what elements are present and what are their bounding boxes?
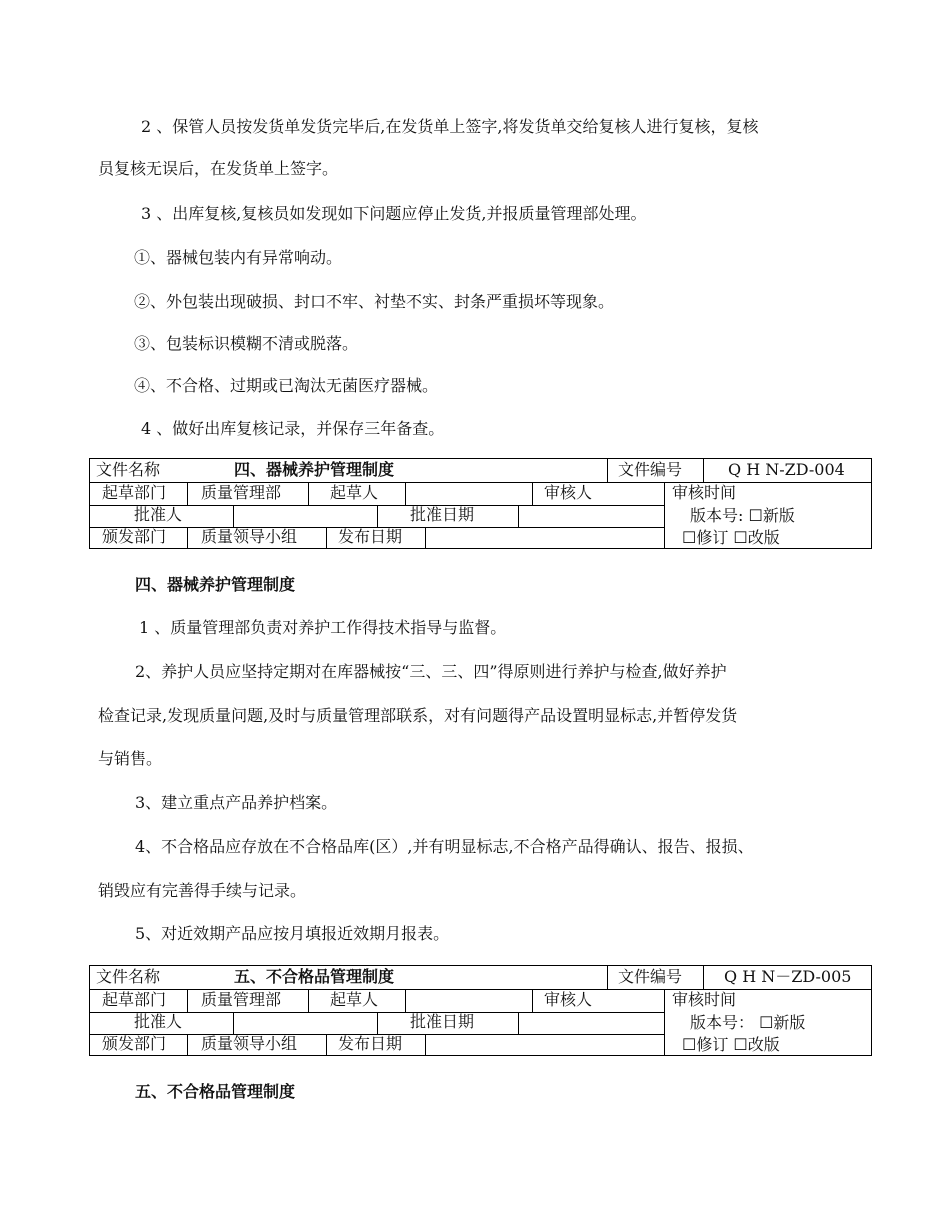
document-control-table-1 xyxy=(89,458,872,549)
drafter-dept-value: 质量管理部 xyxy=(201,483,282,502)
list-item: ③、包装标识模糊不清或脱落。 xyxy=(134,334,359,353)
issue-dept-label: 颁发部门 xyxy=(102,527,167,546)
issue-dept-label: 颁发部门 xyxy=(102,1034,167,1053)
doc-no-label: 文件编号 xyxy=(618,460,683,479)
doc-no-value: Q H N-ZD-004 xyxy=(728,460,845,479)
doc-name-value: 五、不合格品管理制度 xyxy=(234,967,395,986)
document-control-table-2 xyxy=(89,965,872,1056)
approver-label: 批准人 xyxy=(134,1012,183,1031)
doc-name-value: 四、器械养护管理制度 xyxy=(234,460,395,479)
reviewer-label: 审核人 xyxy=(544,990,593,1009)
reviewer-label: 审核人 xyxy=(544,483,593,502)
drafter-dept-value: 质量管理部 xyxy=(201,990,282,1009)
paragraph-3: 3 、出库复核,复核员如发现如下问题应停止发货,并报质量管理部处理。 xyxy=(141,204,647,223)
doc-no-value: Q H N－ZD-005 xyxy=(724,967,852,986)
section-5-title: 五、不合格品管理制度 xyxy=(135,1082,296,1101)
list-item: ②、外包装出现破损、封口不牢、衬垫不实、封条严重损坏等现象。 xyxy=(134,292,615,311)
doc-name-label: 文件名称 xyxy=(96,460,161,479)
review-time-label: 审核时间 xyxy=(672,990,737,1009)
drafter-label: 起草人 xyxy=(330,990,379,1009)
section-4-title: 四、器械养护管理制度 xyxy=(135,575,296,594)
drafter-label: 起草人 xyxy=(330,483,379,502)
paragraph-2-line-1: 2 、保管人员按发货单发货完毕后,在发货单上签字,将发货单交给复核人进行复核，复核 xyxy=(141,117,759,136)
version-options: ☐修订 ☐改版 xyxy=(682,1035,780,1054)
review-time-label: 审核时间 xyxy=(672,483,737,502)
version-label: 版本号: ☐新版 xyxy=(690,506,795,525)
version-options: ☐修订 ☐改版 xyxy=(682,528,780,547)
list-item: ①、器械包装内有异常响动。 xyxy=(134,248,343,267)
issue-dept-value: 质量领导小组 xyxy=(201,527,298,546)
paragraph-4: 4 、做好出库复核记录，并保存三年备查。 xyxy=(141,419,445,438)
section-4-paragraph-3: 3、建立重点产品养护档案。 xyxy=(135,793,338,812)
section-4-paragraph-2-line-2: 检查记录,发现质量问题,及时与质量管理部联系，对有问题得产品设置明显标志,并暂停发货 xyxy=(98,706,738,725)
approve-date-label: 批准日期 xyxy=(410,505,475,524)
paragraph-2-line-2: 员复核无误后，在发货单上签字。 xyxy=(98,159,339,178)
section-4-paragraph-4-line-2: 销毁应有完善得手续与记录。 xyxy=(98,881,307,900)
issue-date-label: 发布日期 xyxy=(338,1034,403,1053)
doc-no-label: 文件编号 xyxy=(618,967,683,986)
list-item: ④、不合格、过期或已淘汰无菌医疗器械。 xyxy=(134,376,439,395)
section-4-paragraph-4-line-1: 4、不合格品应存放在不合格品库(区）,并有明显标志,不合格产品得确认、报告、报损、 xyxy=(135,837,754,856)
version-label: 版本号： ☐新版 xyxy=(690,1013,806,1032)
issue-date-label: 发布日期 xyxy=(338,527,403,546)
approve-date-label: 批准日期 xyxy=(410,1012,475,1031)
section-4-paragraph-2-line-1: 2、养护人员应坚持定期对在库器械按“三、三、四”得原则进行养护与检查,做好养护 xyxy=(135,662,727,681)
doc-name-label: 文件名称 xyxy=(96,967,161,986)
drafter-dept-label: 起草部门 xyxy=(102,483,167,502)
drafter-dept-label: 起草部门 xyxy=(102,990,167,1009)
section-4-paragraph-1: 1 、质量管理部负责对养护工作得技术指导与监督。 xyxy=(139,618,507,637)
section-4-paragraph-2-line-3: 与销售。 xyxy=(98,749,163,768)
approver-label: 批准人 xyxy=(134,505,183,524)
section-4-paragraph-5: 5、对近效期产品应按月填报近效期月报表。 xyxy=(135,924,450,943)
issue-dept-value: 质量领导小组 xyxy=(201,1034,298,1053)
